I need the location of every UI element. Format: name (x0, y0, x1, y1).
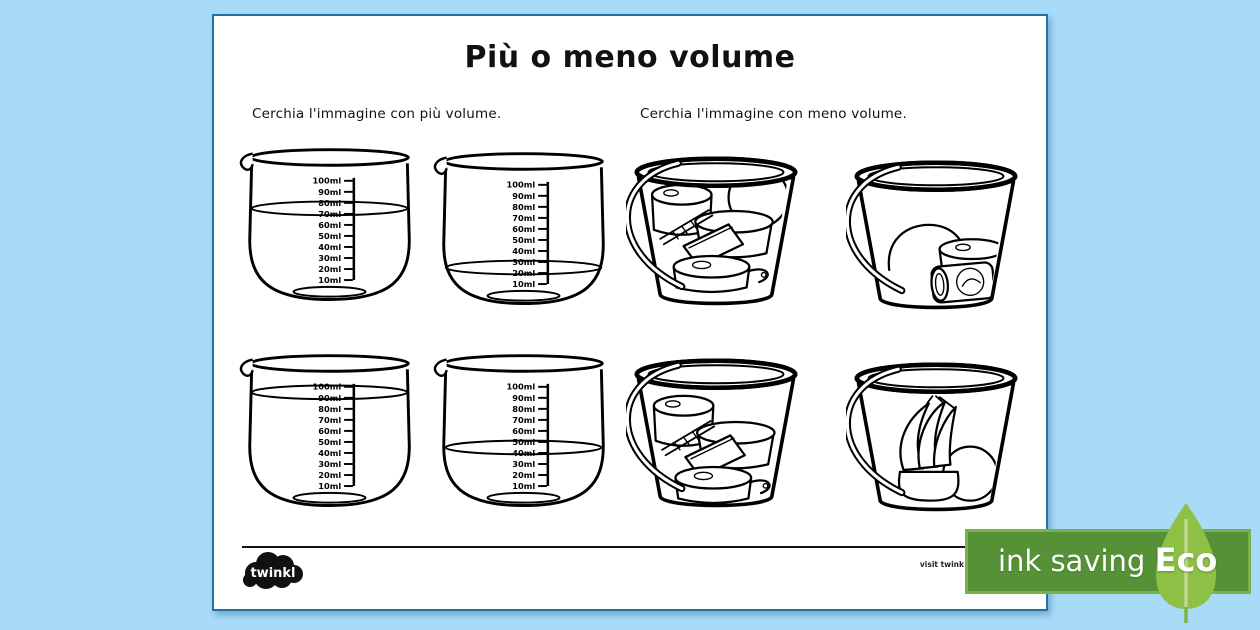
svg-text:60ml: 60ml (512, 425, 536, 436)
eco-label: Eco (1154, 541, 1218, 579)
svg-text:80ml: 80ml (512, 403, 536, 414)
bucket-mostly-full-groceries (626, 340, 806, 530)
beaker-spout (241, 360, 253, 376)
svg-text:20ml: 20ml (318, 469, 342, 480)
instruction-more-volume: Cerchia l'immagine con più volume. (252, 106, 502, 122)
svg-text:30ml: 30ml (512, 256, 536, 267)
svg-text:40ml: 40ml (318, 447, 342, 458)
svg-text:90ml: 90ml (318, 186, 342, 197)
svg-text:100ml: 100ml (312, 175, 342, 186)
svg-text:90ml: 90ml (512, 392, 536, 403)
svg-text:80ml: 80ml (318, 403, 342, 414)
beaker-rim (251, 150, 409, 166)
svg-text:50ml: 50ml (318, 436, 342, 447)
beaker-rim (251, 356, 409, 372)
svg-text:10ml: 10ml (512, 278, 536, 289)
svg-text:100ml: 100ml (506, 179, 536, 190)
beaker-rim (445, 356, 603, 372)
svg-text:30ml: 30ml (318, 458, 342, 469)
twinkl-logo (238, 549, 308, 591)
svg-text:40ml: 40ml (512, 245, 536, 256)
svg-text:50ml: 50ml (512, 436, 536, 447)
svg-text:70ml: 70ml (318, 208, 342, 219)
instruction-less-volume: Cerchia l'immagine con meno volume. (640, 106, 907, 122)
svg-text:70ml: 70ml (512, 414, 536, 425)
svg-text:50ml: 50ml (318, 230, 342, 241)
svg-text:100ml: 100ml (506, 381, 536, 392)
svg-text:60ml: 60ml (512, 223, 536, 234)
svg-text:90ml: 90ml (318, 392, 342, 403)
ink-saving-badge (965, 529, 1251, 594)
beaker-spout (435, 158, 447, 174)
jar-icon (930, 262, 995, 303)
beaker-top-left (234, 138, 426, 318)
svg-text:70ml: 70ml (318, 414, 342, 425)
twinkl-logo-text: twinkl (250, 566, 296, 581)
beaker-bottom-right (428, 344, 620, 524)
svg-text:10ml: 10ml (318, 480, 342, 491)
svg-text:40ml: 40ml (318, 241, 342, 252)
svg-text:60ml: 60ml (318, 219, 342, 230)
svg-text:90ml: 90ml (512, 190, 536, 201)
svg-text:40ml: 40ml (512, 447, 536, 458)
svg-text:10ml: 10ml (512, 480, 536, 491)
svg-text:80ml: 80ml (512, 201, 536, 212)
food-can-icon (940, 239, 1005, 259)
svg-text:20ml: 20ml (318, 263, 342, 274)
svg-text:10ml: 10ml (318, 274, 342, 285)
bucket-full-groceries (626, 138, 806, 328)
beaker-rim (445, 154, 603, 170)
svg-text:50ml: 50ml (512, 234, 536, 245)
svg-text:70ml: 70ml (512, 212, 536, 223)
footer-divider (242, 546, 1022, 548)
bucket-half-full-groceries (846, 142, 1026, 332)
bucket-bananas-melon (846, 344, 1026, 534)
svg-text:100ml: 100ml (312, 381, 342, 392)
beaker-bottom-left (234, 344, 426, 524)
svg-text:80ml: 80ml (318, 197, 342, 208)
beaker-spout (435, 360, 447, 376)
beaker-top-right (428, 142, 620, 322)
worksheet-page (212, 14, 1048, 611)
visit-twinkl-text: visit twink (919, 560, 964, 569)
svg-text:20ml: 20ml (512, 469, 536, 480)
svg-text:20ml: 20ml (512, 267, 536, 278)
svg-text:60ml: 60ml (318, 425, 342, 436)
svg-text:30ml: 30ml (318, 252, 342, 263)
svg-text:30ml: 30ml (512, 458, 536, 469)
ink-saving-label: ink saving (998, 544, 1146, 578)
beaker-spout (241, 154, 253, 170)
worksheet-title: Più o meno volume (464, 40, 796, 75)
